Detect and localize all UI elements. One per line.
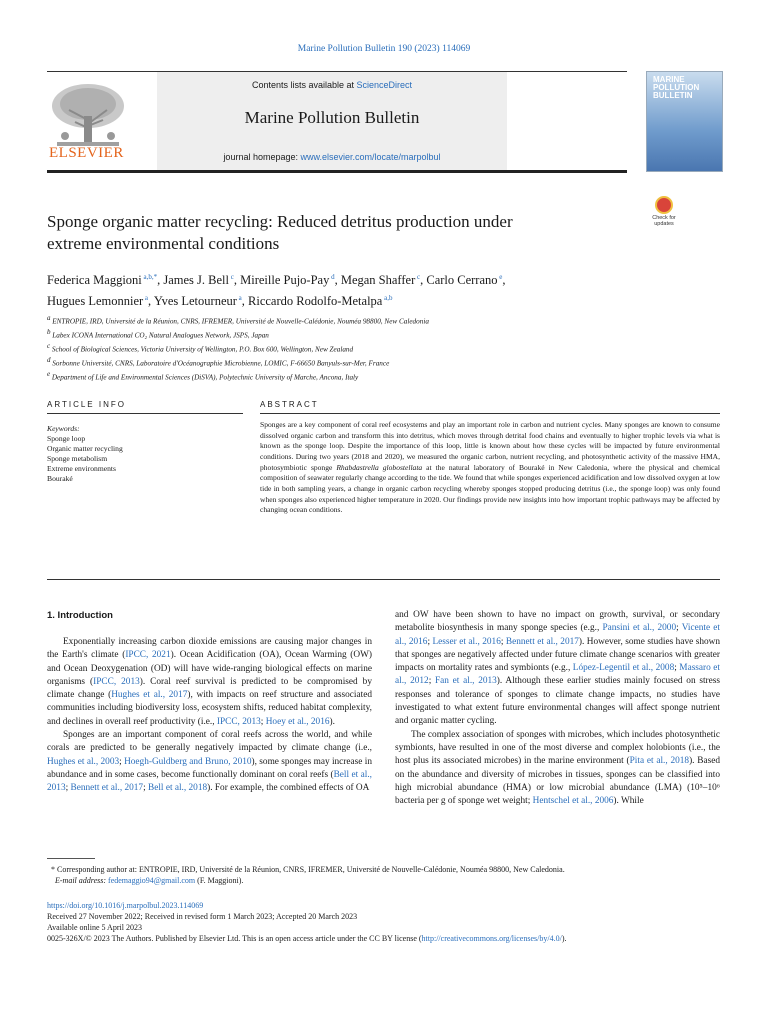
affiliation-text: School of Biological Sciences, Victoria University of Wellington, P.O. Box 600, Wellington, New Zealand [51, 345, 354, 354]
cover-title-line: POLLUTION [653, 83, 700, 92]
affiliation-text: ENTROPIE, IRD, Université de la Réunion, CNRS, IFREMER, Université de Nouvelle-Calédonie, Nouméa 98800, New Caledonia [52, 317, 429, 326]
license-line [47, 933, 727, 944]
homepage-line [157, 152, 507, 162]
article-title-line: extreme environmental conditions [47, 234, 280, 253]
keyword-list [47, 434, 247, 484]
publication-info [47, 900, 727, 944]
author-list: Federica Maggioni $^{a,b,*}$, James J. Bell $^c$, Mireille Pujo-Pay $^d$, Megan Shaffer $^c$, Carlo Cerrano $^e$, Hugues Lemonnier $^a$, Yves Letourneur $^a$, Riccardo Rodolfo-Metalpa $^{a,b}$ [47, 273, 506, 309]
affiliation-list [47, 313, 647, 382]
citation-link[interactable]: Hughes et al., 2003 [47, 756, 120, 767]
sciencedirect-link[interactable]: ScienceDirect [356, 80, 413, 90]
author-name: Riccardo Rodolfo-Metalpa [248, 294, 383, 309]
author-affiliation-marker[interactable]: d [329, 273, 335, 281]
cover-title-line: BULLETIN [653, 91, 693, 100]
affiliation [47, 327, 647, 341]
author[interactable] [47, 273, 157, 287]
contents-line [157, 80, 507, 90]
article-title-line: Sponge organic matter recycling: Reduced detritus production under [47, 212, 513, 231]
affiliation-text: Sorbonne Université, CNRS, Laboratoire d'Océanographie Microbienne, LOMIC, F-66650 Banyuls-sur-Mer, France [52, 359, 390, 368]
author[interactable] [163, 273, 233, 287]
keyword: Extreme environments [47, 464, 116, 473]
author-affiliation-marker[interactable]: a,b [382, 294, 393, 303]
citation-link[interactable]: IPCC, 2021 [125, 650, 171, 661]
email-note [47, 875, 720, 886]
keyword: Sponge loop [47, 434, 86, 443]
paragraph: The complex association of sponges with microbes, which includes photosynthetic symbionts, have resulted in one of the most diverse and complex holobionts (i.e., the host plus its associated microbes) in the marine environment (Pita et al., 2018). Based on the abundance and diversity of microbes in tissues, sponges can be classified into high microbial abundance (HMA) or low microbial abundance (LMA) (10⁵–10⁶ bacteria per g of sponge wet weight; Hentschel et al., 2006). While [395, 729, 720, 807]
author-name: Megan Shaffer [340, 273, 416, 288]
body-column-left [47, 636, 372, 796]
author-name: Carlo Cerrano [426, 273, 498, 288]
section-heading: 1. Introduction [47, 610, 113, 621]
keyword: Bouraké [47, 474, 73, 483]
citation-link[interactable]: IPCC, 2013 [93, 676, 140, 687]
check-updates-icon [655, 196, 673, 214]
abstract-text [260, 420, 720, 516]
check-updates-line: updates [654, 221, 674, 227]
keywords-label: Keywords: [47, 424, 80, 433]
affiliation-key: a [47, 314, 53, 322]
corresponding-text: Corresponding author at: ENTROPIE, IRD, Université de la Réunion, CNRS, IFREMER, Université de Nouvelle-Calédonie, Nouméa 98800, New Caledonia. [57, 865, 565, 874]
elsevier-tree-icon [47, 80, 129, 148]
masthead [47, 71, 627, 173]
citation-link[interactable]: Hoey et al., 2016 [265, 716, 330, 727]
author-affiliation-marker[interactable]: a,b,* [141, 273, 158, 281]
author-name: Yves Letourneur [153, 294, 237, 309]
abstract-part: at the natural laboratory of Bouraké in New Caledonia, where the physical and chemical composition of seawater regularly change according to the tide. We found that while sponges experienced acidification and low dissolved oxygen at low tide in both sampling years, a change in organic carbon recycling whereby sponges stopped producing detritus (i.e., the sponge loop) was only found when sponges also experienced higher temperature in 2020. Our findings provide new insights into how important trophic pathways may be affected by changing ocean conditions. [260, 462, 720, 515]
paragraph: Sponges are an important component of coral reefs across the world, and while corals are predicted to be generally negatively impacted by climate change (i.e., Hughes et al., 2003; Hoegh-Guldberg and Bruno, 2010), some sponges may increase in abundance and in some cases, become functionally dominant on coral reefs (Bell et al., 2013; Bennett et al., 2017; Bell et al., 2018). For example, the combined effects of OA [47, 730, 372, 794]
body-column-right [395, 609, 720, 808]
citation-link[interactable]: Bennett et al., 2017 [70, 783, 144, 794]
author[interactable] [341, 273, 420, 287]
affiliation-text: Labex ICONA International CO₂ Natural Analogues Network, JSPS, Japan [52, 331, 269, 340]
affiliation-key: c [47, 341, 52, 350]
affiliation [47, 369, 647, 383]
affiliation-key: e [47, 369, 52, 378]
author-name: James J. Bell [163, 273, 229, 288]
cover-title-line: MARINE [653, 75, 685, 84]
homepage-prefix: journal homepage: [223, 152, 301, 162]
citation-link[interactable]: Pansini et al., 2000 [602, 623, 677, 634]
journal-reference[interactable]: Marine Pollution Bulletin 190 (2023) 114069 [297, 44, 471, 54]
elsevier-logo [47, 80, 129, 164]
article-title [47, 211, 627, 255]
affiliation [47, 341, 647, 355]
citation-link[interactable]: Pita et al., 2018 [629, 756, 690, 767]
author-name: Hugues Lemonnier [47, 294, 144, 309]
author[interactable] [154, 294, 242, 308]
author-name: Federica Maggioni [47, 273, 142, 288]
citation-link[interactable]: Bell et al., 2013 [47, 769, 372, 794]
author[interactable] [426, 273, 502, 287]
citation-link[interactable]: Fan et al., 2013 [435, 676, 497, 687]
divider [47, 579, 720, 580]
citation-link[interactable]: Vicente et al., 2016 [395, 623, 720, 647]
citation-link[interactable]: Lesser et al., 2016 [432, 636, 501, 647]
author[interactable] [47, 294, 148, 308]
keyword: Organic matter recycling [47, 444, 123, 453]
affiliation-key: d [47, 355, 53, 364]
journal-title: Marine Pollution Bulletin [244, 108, 420, 127]
masthead-center [157, 72, 507, 170]
keywords-block [47, 424, 247, 484]
affiliation [47, 313, 647, 327]
received-dates: Received 27 November 2022; Received in revised form 1 March 2023; Accepted 20 March 2023 [47, 912, 358, 921]
citation-link[interactable]: IPCC, 2013 [216, 716, 261, 727]
footnotes [47, 864, 720, 886]
journal-cover-image[interactable] [646, 71, 723, 172]
available-online: Available online 5 April 2023 [47, 923, 142, 932]
email-suffix: (F. Maggioni). [195, 876, 244, 885]
author[interactable] [240, 273, 334, 287]
check-for-updates-button[interactable] [648, 196, 680, 230]
author-affiliation-marker[interactable]: a [236, 294, 242, 303]
divider [260, 413, 720, 414]
journal-homepage-link[interactable]: www.elsevier.com/locate/marpolbul [300, 152, 441, 162]
corresponding-author-note: * Corresponding author at: ENTROPIE, IRD, Université de la Réunion, CNRS, IFREMER, Université de Nouvelle-Calédonie, Nouméa 98800, New Caledonia. [47, 865, 565, 874]
citation-link[interactable]: Hughes et al., 2017 [111, 690, 188, 701]
cover-title [653, 76, 699, 100]
license-link[interactable]: http://creativecommons.org/licenses/by/4.0/ [421, 934, 562, 943]
check-updates-line: Check for [652, 215, 676, 221]
affiliation-text: Department of Life and Environmental Sciences (DiSVA), Polytechnic University of Marche, Ancona, Italy [51, 372, 359, 381]
citation-link[interactable]: Massaro et al., 2012 [395, 663, 720, 687]
author[interactable] [248, 294, 392, 308]
author-affiliation-marker[interactable]: c [229, 273, 234, 281]
author-affiliation-marker[interactable]: c [415, 273, 421, 281]
affiliation-key: b [47, 327, 53, 336]
publisher-name: ELSEVIER [49, 145, 124, 161]
license-prefix: 0025-326X/© 2023 The Authors. Published by Elsevier Ltd. This is an open access article under the CC BY license ( [47, 934, 422, 943]
author-name: Mireille Pujo-Pay [240, 273, 330, 288]
license-suffix: ). [561, 934, 567, 943]
abstract-part: Sponges are a key component of coral reef ecosystems and play an important role in carbon and nutrient cycles. Many sponges are known to consume dissolved organic carbon and transform this into detritus, which moves through detrital food chains and eventually to higher trophic levels via what is known as the sponge loop. Despite the importance of this loop, little is known about how these cycles will be impacted by future environmental conditions. During two years (2018 and 2020), we measured the organic carbon, nutrient recycling, and photosynthetic activity of the massive HMA, photosymbiotic sponge [260, 420, 720, 472]
citation-link[interactable]: Hentschel et al., 2006 [532, 796, 614, 807]
affiliation [47, 355, 647, 369]
abstract-heading: ABSTRACT [260, 400, 319, 409]
paragraph: Exponentially increasing carbon dioxide emissions are causing major changes in the Earth's climate (IPCC, 2021). Ocean Acidification (OA), Ocean Warming (OW) and Ocean Deoxygenation (OD) will have wide-ranging biological effects on marine organisms (IPCC, 2013). Coral reef survival is predicted to be compromised by climate change (Hughes et al., 2017), with impacts on reef structure and associated communities including biodiversity loss, ecosystem shifts, reduced habitat complexity, and declines in overall reef productivity (i.e., IPCC, 2013; Hoey et al., 2016). [47, 637, 373, 727]
citation-link[interactable]: López-Legentil et al., 2008 [572, 663, 675, 674]
email-link[interactable]: fedemaggio94@gmail.com [108, 876, 196, 885]
keyword: Sponge metabolism [47, 454, 108, 463]
citation-link[interactable]: Hoegh-Guldberg and Bruno, 2010 [124, 756, 252, 767]
doi-link[interactable]: https://doi.org/10.1016/j.marpolbul.2023.114069 [47, 901, 204, 910]
divider [47, 413, 243, 414]
citation-link[interactable]: Bennett et al., 2017 [505, 636, 579, 647]
contents-prefix: Contents lists available at [251, 80, 357, 90]
citation-link[interactable]: Bell et al., 2018 [148, 783, 208, 794]
paragraph: and OW have been shown to have no impact on growth, survival, or secondary metabolite biosynthesis in many sponge species (e.g., Pansini et al., 2000; Vicente et al., 2016; Lesser et al., 2016; Bennett et al., 2017). However, some studies have shown that sponges are negatively affected under future climate change scenarios with greater impacts on mortality rates and symbionts (e.g., López-Legentil et al., 2008; Massaro et al., 2012; Fan et al., 2013). Although these earlier studies mainly focused on stress responses and tolerance of sponges to climate change impacts, no studies have investigated to what extent future environmental changes will affect sponge nutrient and organic matter cycling. [395, 610, 720, 727]
author-affiliation-marker[interactable]: a [143, 294, 149, 303]
author-affiliation-marker[interactable]: e [497, 273, 503, 281]
footnote-divider [47, 858, 95, 859]
check-updates-label [648, 215, 680, 227]
email-label: E-mail address: [55, 876, 109, 885]
species-name: Rhabdastrella globostellata [336, 462, 423, 472]
article-info-heading: ARTICLE INFO [47, 400, 126, 409]
